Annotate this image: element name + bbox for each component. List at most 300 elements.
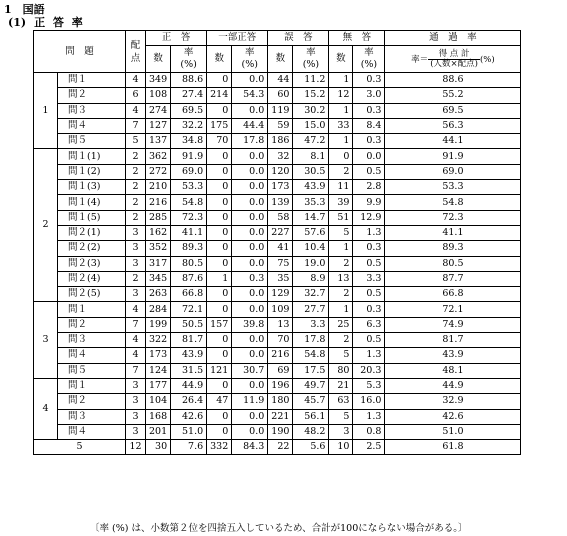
header-wrong: 誤 答 (268, 31, 329, 46)
noanswer-count: 1 (329, 302, 353, 317)
header-problem: 問 題 (34, 31, 126, 73)
table-row (34, 317, 521, 332)
partial-count: 0 (207, 409, 232, 424)
pass-rate: 61.8 (385, 440, 521, 455)
wrong-count: 129 (268, 287, 293, 302)
wrong-rate: 56.1 (293, 409, 329, 424)
points: 3 (126, 225, 146, 240)
pass-rate: 41.1 (385, 225, 521, 240)
noanswer-rate: 3.3 (353, 271, 385, 286)
noanswer-count: 2 (329, 256, 353, 271)
points: 2 (126, 149, 146, 164)
partial-rate: 39.8 (232, 317, 268, 332)
correct-rate: 88.6 (171, 73, 207, 88)
problem-label: 問２ (58, 317, 126, 332)
table-row (34, 180, 521, 195)
noanswer-rate: 1.3 (353, 348, 385, 363)
correct-count: 177 (146, 378, 171, 393)
points: 3 (126, 287, 146, 302)
points: 7 (126, 317, 146, 332)
noanswer-count: 2 (329, 333, 353, 348)
wrong-count: 180 (268, 394, 293, 409)
noanswer-count: 5 (329, 348, 353, 363)
table-row (34, 440, 521, 455)
wrong-count: 35 (268, 271, 293, 286)
wrong-count: 22 (268, 440, 293, 455)
problem-label: 問１(1) (58, 149, 126, 164)
partial-rate: 0.0 (232, 333, 268, 348)
question-group-number: 4 (34, 378, 58, 439)
wrong-count: 216 (268, 348, 293, 363)
partial-count: 0 (207, 333, 232, 348)
partial-count: 0 (207, 256, 232, 271)
table-body (34, 73, 521, 455)
problem-label: 問１ (58, 302, 126, 317)
points: 4 (126, 333, 146, 348)
wrong-rate: 54.8 (293, 348, 329, 363)
partial-count: 0 (207, 348, 232, 363)
noanswer-count: 2 (329, 164, 353, 179)
pass-rate: 80.5 (385, 256, 521, 271)
wrong-rate: 35.3 (293, 195, 329, 210)
noanswer-rate: 9.9 (353, 195, 385, 210)
problem-label: 問２ (58, 394, 126, 409)
correct-rate: 42.6 (171, 409, 207, 424)
noanswer-count: 1 (329, 241, 353, 256)
correct-rate: 51.0 (171, 424, 207, 439)
wrong-count: 59 (268, 118, 293, 133)
points: 3 (126, 241, 146, 256)
partial-rate: 17.8 (232, 134, 268, 149)
table-row (34, 103, 521, 118)
noanswer-rate: 20.3 (353, 363, 385, 378)
wrong-count: 221 (268, 409, 293, 424)
question-group-number: 5 (34, 440, 126, 455)
noanswer-rate: 12.9 (353, 210, 385, 225)
partial-rate: 54.3 (232, 88, 268, 103)
partial-count: 0 (207, 287, 232, 302)
pass-rate: 74.9 (385, 317, 521, 332)
noanswer-rate: 16.0 (353, 394, 385, 409)
pass-rate: 44.1 (385, 134, 521, 149)
correct-count: 173 (146, 348, 171, 363)
problem-label: 問３ (58, 333, 126, 348)
table-row (34, 302, 521, 317)
problem-label: 問４ (58, 348, 126, 363)
footnote: 〔率 (%) は、小数第２位を四捨五入しているため、合計が100にならない場合がある。〕 (90, 523, 468, 534)
noanswer-count: 33 (329, 118, 353, 133)
correct-count: 201 (146, 424, 171, 439)
partial-count: 47 (207, 394, 232, 409)
wrong-rate: 30.5 (293, 164, 329, 179)
noanswer-count: 2 (329, 287, 353, 302)
wrong-rate: 10.4 (293, 241, 329, 256)
table-row (34, 394, 521, 409)
correct-count: 127 (146, 118, 171, 133)
formula-fraction (428, 50, 480, 69)
partial-count: 332 (207, 440, 232, 455)
pass-rate: 42.6 (385, 409, 521, 424)
problem-label: 問５ (58, 363, 126, 378)
section-heading: 1 国語 (4, 3, 45, 16)
wrong-count: 227 (268, 225, 293, 240)
partial-count: 0 (207, 378, 232, 393)
noanswer-count: 5 (329, 409, 353, 424)
points: 3 (126, 424, 146, 439)
problem-label: 問２(5) (58, 287, 126, 302)
correct-count: 162 (146, 225, 171, 240)
wrong-rate: 15.0 (293, 118, 329, 133)
wrong-rate: 43.9 (293, 180, 329, 195)
subheader-rate: 率 (%) (171, 46, 207, 73)
problem-label: 問１ (58, 378, 126, 393)
partial-count: 0 (207, 103, 232, 118)
problem-label: 問５ (58, 134, 126, 149)
problem-label: 問１ (58, 73, 126, 88)
wrong-count: 75 (268, 256, 293, 271)
pass-rate: 32.9 (385, 394, 521, 409)
wrong-count: 70 (268, 333, 293, 348)
points: 4 (126, 348, 146, 363)
wrong-rate: 11.2 (293, 73, 329, 88)
points: 3 (126, 256, 146, 271)
pass-rate: 44.9 (385, 378, 521, 393)
pass-rate: 56.3 (385, 118, 521, 133)
problem-label: 問２(3) (58, 256, 126, 271)
correct-rate: 50.5 (171, 317, 207, 332)
correct-rate: 43.9 (171, 348, 207, 363)
wrong-rate: 8.9 (293, 271, 329, 286)
correct-count: 272 (146, 164, 171, 179)
partial-rate: 0.0 (232, 225, 268, 240)
table-row (34, 256, 521, 271)
partial-count: 175 (207, 118, 232, 133)
table-row (34, 378, 521, 393)
correct-rate: 72.1 (171, 302, 207, 317)
points: 5 (126, 134, 146, 149)
correct-rate: 32.2 (171, 118, 207, 133)
correct-rate: 89.3 (171, 241, 207, 256)
correct-count: 104 (146, 394, 171, 409)
correct-count: 108 (146, 88, 171, 103)
wrong-rate: 17.5 (293, 363, 329, 378)
noanswer-rate: 1.3 (353, 409, 385, 424)
partial-count: 0 (207, 164, 232, 179)
pass-rate: 81.7 (385, 333, 521, 348)
noanswer-rate: 0.5 (353, 287, 385, 302)
noanswer-count: 1 (329, 103, 353, 118)
partial-rate: 0.0 (232, 195, 268, 210)
points: 2 (126, 180, 146, 195)
problem-label: 問１(4) (58, 195, 126, 210)
correct-rate: 44.9 (171, 378, 207, 393)
correct-rate: 53.3 (171, 180, 207, 195)
table-row (34, 409, 521, 424)
partial-rate: 0.0 (232, 424, 268, 439)
wrong-rate: 47.2 (293, 134, 329, 149)
noanswer-count: 39 (329, 195, 353, 210)
pass-rate: 69.0 (385, 164, 521, 179)
partial-rate: 0.0 (232, 103, 268, 118)
table-row (34, 149, 521, 164)
table-row (34, 287, 521, 302)
wrong-count: 190 (268, 424, 293, 439)
partial-rate: 11.9 (232, 394, 268, 409)
noanswer-count: 1 (329, 134, 353, 149)
pass-rate: 43.9 (385, 348, 521, 363)
noanswer-rate: 0.3 (353, 73, 385, 88)
problem-label: 問２(4) (58, 271, 126, 286)
noanswer-count: 51 (329, 210, 353, 225)
problem-label: 問１(3) (58, 180, 126, 195)
correct-count: 284 (146, 302, 171, 317)
wrong-rate: 57.6 (293, 225, 329, 240)
noanswer-rate: 2.8 (353, 180, 385, 195)
wrong-count: 196 (268, 378, 293, 393)
partial-rate: 0.0 (232, 180, 268, 195)
partial-rate: 0.0 (232, 164, 268, 179)
table-row (34, 363, 521, 378)
results-table (33, 30, 521, 455)
wrong-count: 13 (268, 317, 293, 332)
wrong-count: 69 (268, 363, 293, 378)
correct-rate: 54.8 (171, 195, 207, 210)
wrong-count: 41 (268, 241, 293, 256)
question-group-number: 2 (34, 149, 58, 302)
subsection-number: (1) (8, 16, 27, 29)
correct-count: 322 (146, 333, 171, 348)
wrong-count: 60 (268, 88, 293, 103)
wrong-rate: 15.2 (293, 88, 329, 103)
subheader-rate: 率 (%) (293, 46, 329, 73)
points: 4 (126, 103, 146, 118)
points: 2 (126, 195, 146, 210)
pass-rate: 72.3 (385, 210, 521, 225)
points: 4 (126, 73, 146, 88)
problem-label: 問３ (58, 409, 126, 424)
correct-rate: 81.7 (171, 333, 207, 348)
wrong-rate: 14.7 (293, 210, 329, 225)
table-row (34, 348, 521, 363)
noanswer-rate: 0.5 (353, 256, 385, 271)
noanswer-rate: 3.0 (353, 88, 385, 103)
correct-rate: 41.1 (171, 225, 207, 240)
pass-rate-formula (385, 46, 521, 73)
problem-label: 問４ (58, 118, 126, 133)
correct-count: 274 (146, 103, 171, 118)
table-row (34, 333, 521, 348)
correct-rate: 72.3 (171, 210, 207, 225)
points: 3 (126, 409, 146, 424)
pass-rate: 55.2 (385, 88, 521, 103)
points: 2 (126, 210, 146, 225)
wrong-count: 32 (268, 149, 293, 164)
wrong-rate: 19.0 (293, 256, 329, 271)
points: 2 (126, 271, 146, 286)
noanswer-count: 1 (329, 73, 353, 88)
table-row (34, 195, 521, 210)
wrong-rate: 27.7 (293, 302, 329, 317)
wrong-rate: 5.6 (293, 440, 329, 455)
wrong-rate: 49.7 (293, 378, 329, 393)
correct-count: 285 (146, 210, 171, 225)
partial-rate: 0.0 (232, 256, 268, 271)
wrong-count: 58 (268, 210, 293, 225)
correct-rate: 27.4 (171, 88, 207, 103)
partial-count: 214 (207, 88, 232, 103)
correct-count: 168 (146, 409, 171, 424)
wrong-count: 186 (268, 134, 293, 149)
table-row (34, 241, 521, 256)
table-row (34, 424, 521, 439)
wrong-rate: 8.1 (293, 149, 329, 164)
wrong-rate: 48.2 (293, 424, 329, 439)
table-row (34, 210, 521, 225)
wrong-rate: 17.8 (293, 333, 329, 348)
subsection-heading (8, 14, 85, 30)
correct-rate: 69.5 (171, 103, 207, 118)
pass-rate: 87.7 (385, 271, 521, 286)
partial-rate: 44.4 (232, 118, 268, 133)
correct-count: 30 (146, 440, 171, 455)
partial-rate: 0.0 (232, 287, 268, 302)
correct-rate: 80.5 (171, 256, 207, 271)
table-row (34, 271, 521, 286)
subheader-rate: 率 (%) (353, 46, 385, 73)
partial-rate: 0.0 (232, 149, 268, 164)
header-correct: 正 答 (146, 31, 207, 46)
partial-count: 0 (207, 149, 232, 164)
correct-rate: 87.6 (171, 271, 207, 286)
problem-label: 問２(2) (58, 241, 126, 256)
subheader-count: 数 (146, 46, 171, 73)
subsection-title: 正 答 率 (34, 16, 85, 29)
partial-rate: 30.7 (232, 363, 268, 378)
table-row (34, 164, 521, 179)
correct-count: 124 (146, 363, 171, 378)
wrong-rate: 3.3 (293, 317, 329, 332)
points: 12 (126, 440, 146, 455)
points: 2 (126, 164, 146, 179)
correct-count: 263 (146, 287, 171, 302)
noanswer-rate: 0.8 (353, 424, 385, 439)
partial-count: 0 (207, 73, 232, 88)
noanswer-rate: 0.5 (353, 164, 385, 179)
noanswer-count: 5 (329, 225, 353, 240)
noanswer-rate: 0.3 (353, 241, 385, 256)
noanswer-rate: 0.3 (353, 103, 385, 118)
partial-count: 0 (207, 180, 232, 195)
partial-count: 70 (207, 134, 232, 149)
noanswer-rate: 0.3 (353, 302, 385, 317)
partial-count: 0 (207, 302, 232, 317)
question-group-number: 3 (34, 302, 58, 378)
correct-count: 349 (146, 73, 171, 88)
noanswer-rate: 8.4 (353, 118, 385, 133)
noanswer-count: 12 (329, 88, 353, 103)
wrong-count: 173 (268, 180, 293, 195)
noanswer-rate: 1.3 (353, 225, 385, 240)
header-partial: 一部正答 (207, 31, 268, 46)
header-points: 配 点 (126, 31, 146, 73)
partial-count: 121 (207, 363, 232, 378)
wrong-count: 139 (268, 195, 293, 210)
partial-count: 0 (207, 424, 232, 439)
partial-rate: 0.0 (232, 302, 268, 317)
correct-rate: 26.4 (171, 394, 207, 409)
pass-rate: 53.3 (385, 180, 521, 195)
formula-suffix: (%) (479, 54, 495, 65)
wrong-count: 120 (268, 164, 293, 179)
points: 4 (126, 302, 146, 317)
wrong-rate: 30.2 (293, 103, 329, 118)
correct-count: 362 (146, 149, 171, 164)
noanswer-rate: 6.3 (353, 317, 385, 332)
partial-count: 1 (207, 271, 232, 286)
header-noanswer: 無 答 (329, 31, 385, 46)
table-row (34, 73, 521, 88)
problem-label: 問２ (58, 88, 126, 103)
noanswer-rate: 5.3 (353, 378, 385, 393)
pass-rate: 51.0 (385, 424, 521, 439)
points: 3 (126, 378, 146, 393)
noanswer-count: 10 (329, 440, 353, 455)
partial-rate: 0.0 (232, 210, 268, 225)
points: 6 (126, 88, 146, 103)
noanswer-rate: 0.3 (353, 134, 385, 149)
formula-numerator: 得 点 計 (428, 50, 480, 60)
subheader-count: 数 (268, 46, 293, 73)
correct-count: 345 (146, 271, 171, 286)
correct-count: 137 (146, 134, 171, 149)
noanswer-rate: 2.5 (353, 440, 385, 455)
wrong-rate: 32.7 (293, 287, 329, 302)
correct-rate: 66.8 (171, 287, 207, 302)
subheader-rate: 率 (%) (232, 46, 268, 73)
formula-prefix: 率＝ (411, 54, 429, 65)
partial-count: 0 (207, 241, 232, 256)
pass-rate: 69.5 (385, 103, 521, 118)
noanswer-count: 0 (329, 149, 353, 164)
correct-rate: 7.6 (171, 440, 207, 455)
correct-count: 210 (146, 180, 171, 195)
partial-count: 0 (207, 195, 232, 210)
noanswer-count: 21 (329, 378, 353, 393)
problem-label: 問１(5) (58, 210, 126, 225)
noanswer-count: 11 (329, 180, 353, 195)
pass-rate: 88.6 (385, 73, 521, 88)
formula-denominator: (人数×配点) (430, 58, 478, 69)
problem-label: 問３ (58, 103, 126, 118)
correct-rate: 91.9 (171, 149, 207, 164)
pass-rate: 89.3 (385, 241, 521, 256)
correct-count: 352 (146, 241, 171, 256)
correct-count: 216 (146, 195, 171, 210)
problem-label: 問１(2) (58, 164, 126, 179)
partial-count: 157 (207, 317, 232, 332)
correct-rate: 31.5 (171, 363, 207, 378)
partial-rate: 0.3 (232, 271, 268, 286)
problem-label: 問４ (58, 424, 126, 439)
wrong-rate: 45.7 (293, 394, 329, 409)
table-row (34, 88, 521, 103)
noanswer-count: 80 (329, 363, 353, 378)
noanswer-count: 63 (329, 394, 353, 409)
correct-count: 317 (146, 256, 171, 271)
table-row (34, 134, 521, 149)
table-row (34, 225, 521, 240)
points: 3 (126, 394, 146, 409)
